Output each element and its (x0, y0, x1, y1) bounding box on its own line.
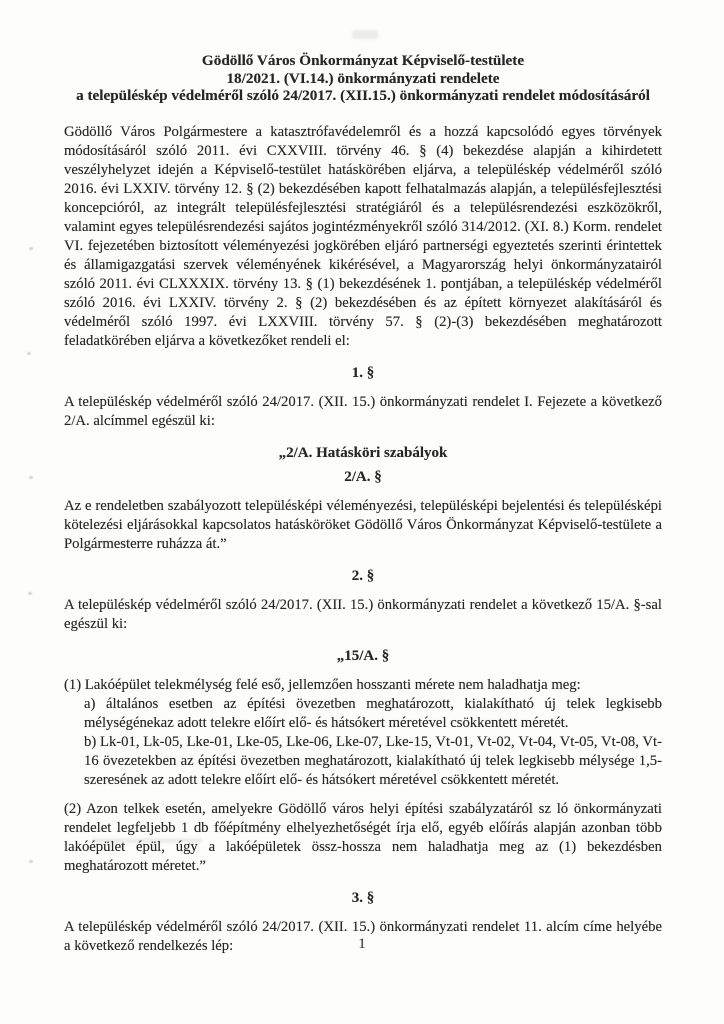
title-line-subject: a településkép védelméről szóló 24/2017. (XII.15.) önkormányzati rendelet módosításáról (76, 87, 650, 104)
scan-speck (27, 352, 31, 355)
paragraph-15a-1-intro: (1) Lakóépület telekmélység felé eső, jellemzően hosszanti mérete nem haladhatja meg: (64, 676, 581, 693)
section-3-body: A településkép védelméről szóló 24/2017. (XII. 15.) önkormányzati rendelet 11. alcím címe helyébe a következő rendelkezés lép: (64, 918, 662, 954)
body-2a: Az e rendeletben szabályozott településképi véleményezési, településképi bejelentési és településképi kötelezési eljárásokkal kapcsolatos hatásköröket Gödöllő Város Önkormányzat Képviselő-testülete a Polgármesterre ruházza át.” (64, 497, 662, 552)
paragraph-15a-1-item-a: a) általános esetben az építési övezetben meghatározott, kialakítható új telek legkisebb mélységénekaz adott telekre előírt elő- és hátsókert méretével csökkentett méretét. (84, 695, 662, 731)
scan-smudge-lower (92, 838, 202, 843)
scan-speck (28, 592, 32, 595)
scan-speck (29, 247, 33, 250)
document-title (64, 52, 662, 105)
section-2-heading: 2. § (351, 567, 375, 584)
section-3-heading: 3. § (351, 889, 375, 906)
preamble-paragraph: Gödöllő Város Polgármestere a katasztrófavédelemről és a hozzá kapcsolódó egyes törvények módosításáról szóló 2011. évi CXXVIII. törvény 46. § (4) bekezdése alapján a kihirdetett veszélyhelyzet idején a Képviselő-testület hatáskörében eljárva, a településkép védelméről szóló 2016. évi LXXIV. törvény 12. § (2) bekezdésében kapott felhatalmazás alapján, a településfejlesztési koncepcióról, az integrált településfejlesztési stratégiáról és a településrendezési eszközökről, valamint egyes településrendezési sajátos jogintézményekről szóló 314/2012. (XI. 8.) Korm. rendelet VI. fejezetében biztosított véleményezési jogkörében eljáró partnerségi egyeztetés szerinti érintettek és államigazgatási szervek véleményének kikérésével, a Magyarország helyi önkormányzatairól szóló 2011. évi CLXXXIX. törvény 13. § (1) bekezdésének 1. pontjában, a településkép védelméről szóló 2016. évi LXXIV. törvény 2. § (2) bekezdésében és az épített környezet alakításáról és védelméről szóló 1997. évi LXXVIII. törvény 57. § (2)-(3) bekezdésében meghatározott feladatkörében eljárva a következőket rendeli el: (64, 123, 662, 349)
heading-15a: „15/A. § (336, 647, 390, 664)
scan-speck (29, 860, 33, 863)
scan-speck (29, 476, 33, 479)
section-2-body: A településkép védelméről szóló 24/2017. (XII. 15.) önkormányzati rendelet a következő 15/A. §-sal egészül ki: (64, 596, 662, 632)
scan-smudge-top (352, 30, 378, 39)
section-1-body: A településkép védelméről szóló 24/2017. (XII. 15.) önkormányzati rendelet I. Fejezete a következő 2/A. alcímmel egészül ki: (64, 393, 662, 429)
heading-2a: 2/A. § (344, 468, 382, 485)
page-number: 1 (358, 936, 366, 952)
subtitle-2a: „2/A. Hatásköri szabályok (278, 444, 448, 461)
title-line-decree-number: 18/2021. (VI.14.) önkormányzati rendelete (226, 69, 500, 87)
paragraph-15a-1-item-b: b) Lk-01, Lk-05, Lke-01, Lke-05, Lke-06, Lke-07, Lke-15, Vt-01, Vt-02, Vt-04, Vt-05, Vt-08, Vt-16 övezetekben az építési övezetben meghatározott, kialakítható új telek legkisebb mélysége 1,5-szeresének az adott telekre előírt elő- és hátsókert méretével csökkentett méretét. (84, 733, 662, 788)
title-line-authority: Gödöllő Város Önkormányzat Képviselő-testülete (201, 52, 525, 69)
section-1-heading: 1. § (351, 364, 375, 381)
scan-smudge-mid (95, 540, 133, 544)
paragraph-15a-2: (2) Azon telkek esetén, amelyekre Gödöllő város helyi építési szabályzatáról sz ló önkormányzati rendelet legfeljebb 1 db főépítmény elhelyezhetőségét írja elő, egyéb előírás alapján azonban több lakóépület épül, úgy a lakóépületek össz-hossza nem haladhatja meg az (1) bekezdésben meghatározott méretet.” (64, 800, 662, 874)
